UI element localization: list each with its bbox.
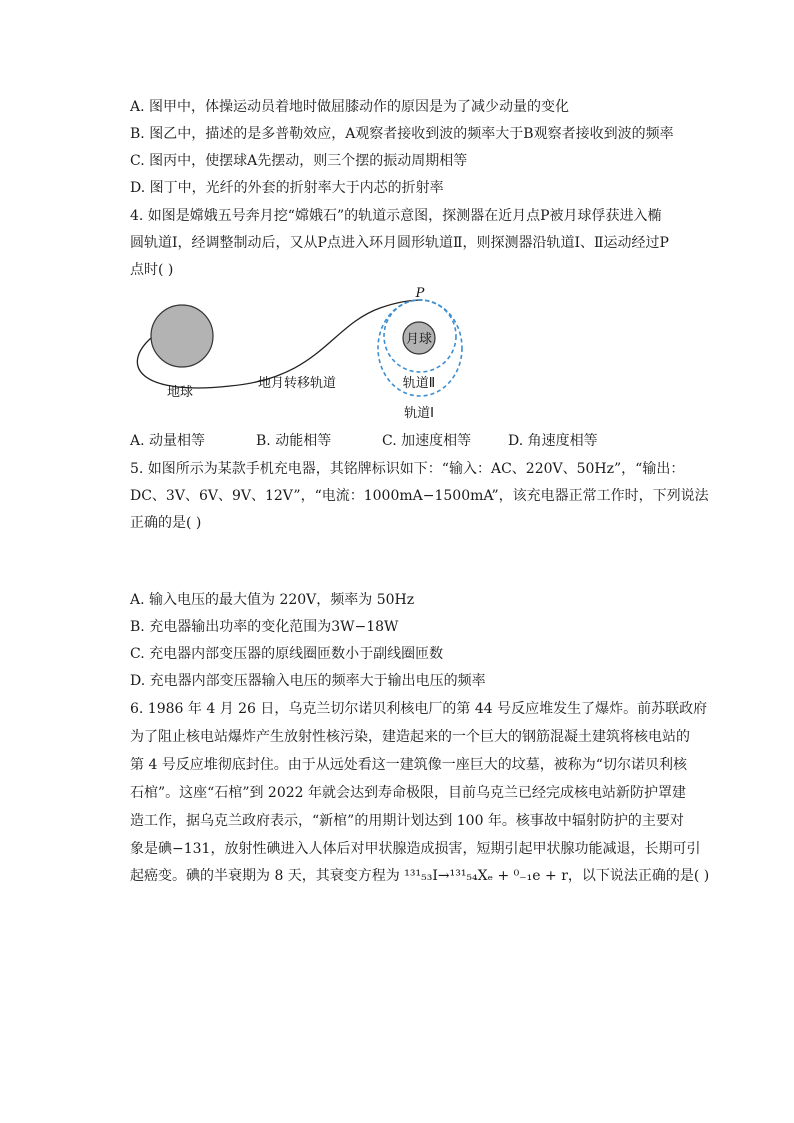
q5-option-d: D. 充电器内部变压器输入电压的频率大于输出电压的频率 <box>130 673 486 689</box>
q3-option-c: C. 图丙中，使摆球A先摆动，则三个摆的振动周期相等 <box>130 153 468 169</box>
q4-option-a: A. 动量相等 <box>130 433 206 449</box>
q4-option-d: D. 角速度相等 <box>508 433 598 449</box>
q4-option-c: C. 加速度相等 <box>382 433 472 449</box>
q6-line3: 第 4 号反应堆彻底封住。由于从远处看这一建筑像一座巨大的坟墓，被称为“切尔诺贝利核 <box>130 757 687 773</box>
earth-label: 地球 <box>166 385 194 400</box>
orbit-2-label: 轨道Ⅱ <box>402 376 436 391</box>
q6-line2: 为了阻止核电站爆炸产生放射性核污染，建造起来的一个巨大的钢筋混凝土建筑将核电站的 <box>130 729 690 745</box>
q3-option-a: A. 图甲中，体操运动员着地时做屈膝动作的原因是为了减少动量的变化 <box>130 99 570 115</box>
q4-stem-line3: 点时( ) <box>130 262 174 278</box>
q6-line5: 造工作，据乌克兰政府表示，“新棺”的用期计划达到 100 年。核事故中辐射防护的主要对 <box>130 813 684 829</box>
q5-option-b: B. 充电器输出功率的变化范围为3W−18W <box>130 619 399 635</box>
q5-option-a: A. 输入电压的最大值为 220V，频率为 50Hz <box>130 592 415 608</box>
decay-equation: ¹³¹₅₃I→¹³¹₅₄Xₑ + ⁰₋₁e + r <box>404 868 568 884</box>
q4-stem-line1: 4. 如图是嫦娥五号奔月挖“嫦娥石”的轨道示意图，探测器在近月点P被月球俘获进入椭 <box>130 208 662 224</box>
q4-option-b: B. 动能相等 <box>256 433 332 449</box>
point-p-label: P <box>415 286 425 301</box>
q6-line4: 石棺”。这座“石棺”到 2022 年就会达到寿命极限，目前乌克兰已经完成核电站新防护罩建 <box>130 785 686 801</box>
q3-option-b: B. 图乙中，描述的是多普勒效应，A观察者接收到波的频率大于B观察者接收到波的频率 <box>130 126 674 142</box>
orbit-diagram <box>120 286 480 426</box>
q5-stem-line2: DC、3V、6V、9V、12V”，“电流：1000mA−1500mA”，该充电器正常工作时，下列说法 <box>130 488 709 504</box>
q5-option-c: C. 充电器内部变压器的原线圈匝数小于副线圈匝数 <box>130 646 444 662</box>
q6-line7-prefix: 起癌变。碘的半衰期为 8 天，其衰变方程为 <box>130 868 405 884</box>
q6-line1: 6. 1986 年 4 月 26 日，乌克兰切尔诺贝利核电厂的第 44 号反应堆发生了爆炸。前苏联政府 <box>130 701 708 717</box>
orbit-1-label: 轨道Ⅰ <box>404 406 434 421</box>
q6-line6: 象是碘−131，放射性碘进入人体后对甲状腺造成损害，短期引起甲状腺功能减退，长期可引 <box>130 841 701 857</box>
earth-shape <box>151 305 213 367</box>
moon-label: 月球 <box>405 332 433 347</box>
q4-stem-line2: 圆轨道Ⅰ，经调整制动后，又从P点进入环月圆形轨道Ⅱ，则探测器沿轨道Ⅰ、Ⅱ运动经过P <box>130 235 669 251</box>
q5-stem-line1: 5. 如图所示为某款手机充电器，其铭牌标识如下：“输入：AC、220V、50Hz”，“输出： <box>130 461 685 477</box>
transfer-orbit-label: 地月转移轨道 <box>257 376 337 391</box>
q3-option-d: D. 图丁中，光纤的外套的折射率大于内芯的折射率 <box>130 180 444 196</box>
q4-options <box>130 430 690 450</box>
q6-line7-suffix: ，以下说法正确的是( ) <box>567 868 710 884</box>
q6-line7 <box>130 866 709 886</box>
q5-stem-line3: 正确的是( ) <box>130 515 202 531</box>
